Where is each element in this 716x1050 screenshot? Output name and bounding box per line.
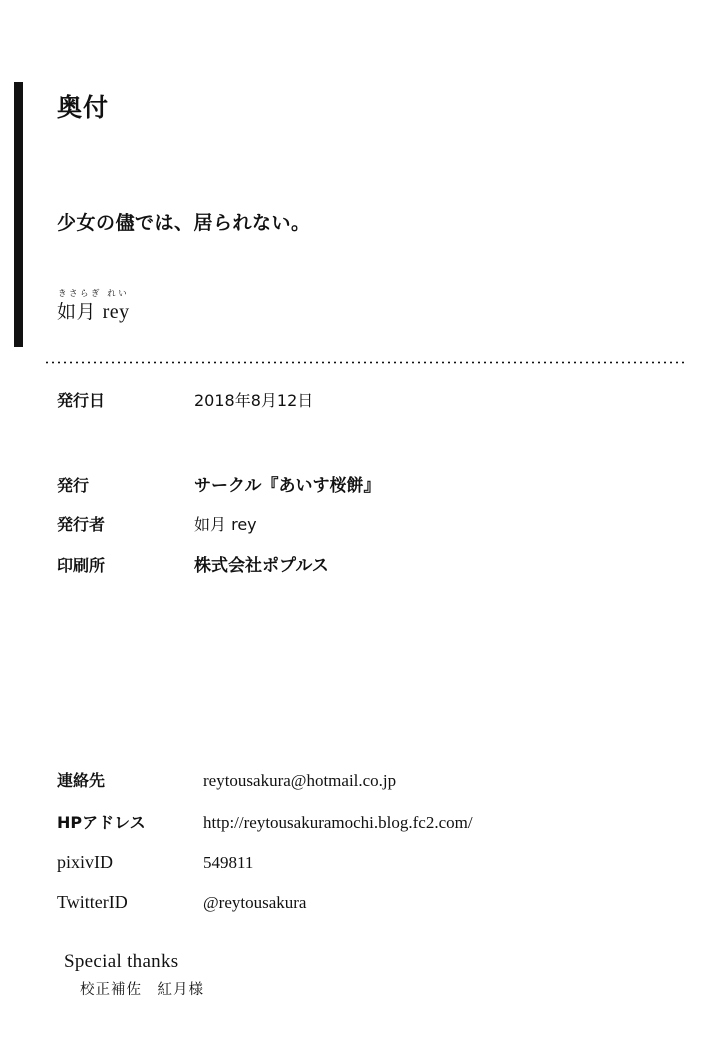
author-name bbox=[57, 300, 130, 324]
author-ruby: きさらぎ れい bbox=[58, 289, 130, 299]
table-row bbox=[57, 768, 677, 791]
page-title: 奥付 bbox=[57, 93, 110, 122]
table-row bbox=[57, 388, 677, 411]
author-name-latin: rey bbox=[102, 301, 130, 323]
table-row bbox=[57, 471, 677, 496]
table-row bbox=[57, 852, 677, 873]
issuer-value: 如月 rey bbox=[194, 515, 257, 534]
contact-twitter-value: @reytousakura bbox=[203, 893, 307, 912]
contact-pixiv-value: 549811 bbox=[203, 853, 254, 872]
contact-homepage-label: HPアドレス bbox=[57, 813, 146, 832]
printer-value: 株式会社ポプルス bbox=[194, 556, 329, 576]
table-row bbox=[57, 810, 677, 833]
dotted-divider bbox=[44, 361, 684, 364]
contact-pixiv-label: pixivID bbox=[57, 852, 113, 872]
table-row bbox=[57, 892, 677, 913]
issuer-label: 発行者 bbox=[57, 515, 106, 534]
contact-email-label: 連絡先 bbox=[57, 771, 106, 790]
special-thanks-credit: 校正補佐 紅月様 bbox=[80, 982, 204, 998]
publication-info-table bbox=[57, 388, 677, 576]
contact-twitter-label: TwitterID bbox=[57, 892, 128, 912]
author-name-jp: 如月 bbox=[57, 301, 97, 323]
special-thanks-block bbox=[64, 951, 204, 999]
table-row bbox=[57, 551, 677, 576]
table-row bbox=[57, 512, 677, 535]
publisher-value: サークル『あいす桜餅』 bbox=[194, 476, 381, 496]
contact-homepage-value: http://reytousakuramochi.blog.fc2.com/ bbox=[203, 813, 473, 832]
publisher-label: 発行 bbox=[57, 476, 90, 495]
printer-label: 印刷所 bbox=[57, 556, 106, 575]
work-title: 少女の儘では、居られない。 bbox=[57, 212, 311, 234]
special-thanks-title: Special thanks bbox=[64, 951, 179, 972]
author-block bbox=[57, 288, 130, 324]
contact-email-value: reytousakura@hotmail.co.jp bbox=[203, 771, 397, 790]
decorative-left-bar bbox=[14, 82, 23, 347]
contact-info-table bbox=[57, 768, 677, 932]
publication-date-label: 発行日 bbox=[57, 391, 106, 410]
publication-date-value: 2018年8月12日 bbox=[194, 391, 314, 410]
